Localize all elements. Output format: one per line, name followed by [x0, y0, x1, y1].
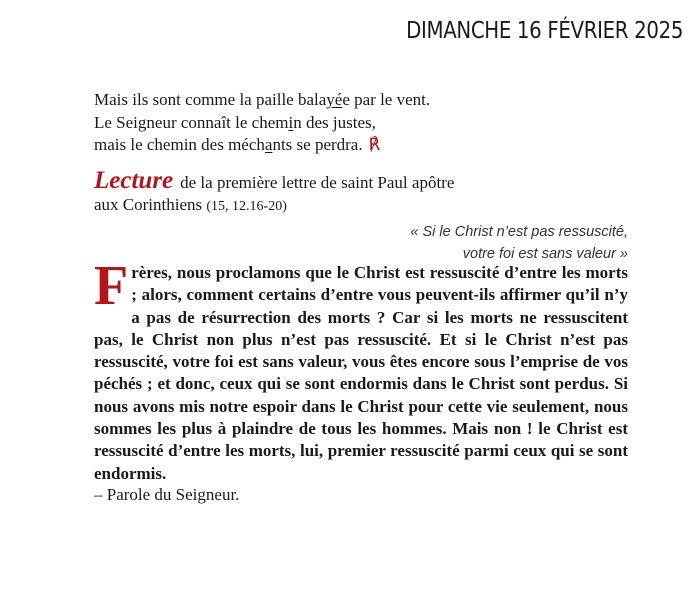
reading-source-line-2: aux Corinthiens: [94, 195, 203, 214]
reading-heading: [94, 167, 455, 218]
psalm-line-3: [94, 134, 430, 157]
drop-cap: F: [94, 255, 129, 317]
accent-mark: a: [264, 135, 273, 154]
psalm-line-3-text-end: nts se perdra.: [272, 135, 363, 154]
response-symbol: ℟: [368, 135, 381, 154]
reading-label: Lecture: [94, 167, 174, 194]
reading-body: [94, 255, 628, 485]
psalm-line-2-text: Le Seigneur connaît le chem: [94, 112, 289, 132]
psalm-line-1-text-end: e par le vent.: [342, 90, 431, 109]
reading-text: rères, nous proclamons que le Christ est ressuscité d’entre les morts ; alors, comment certains d’entre vous peuvent-ils affirmer qu’il n’y a pas de résurrection des morts ? Car si les morts ne ressuscitent pas, le Christ non plus n’est pas ressuscité. Et si le Christ n’est pas ressuscité, votre foi est sans valeur, vous êtes encore sous l’emprise de vos péchés ; et donc, ceux qui se sont endormis dans le Christ sont perdus. Si nous avons mis notre espoir dans le Christ pour cette vie seulement, nous sommes les plus à plaindre de tous les hommes. Mais non ! le Christ est ressuscité d’entre les morts, lui, premier ressuscité parmi ceux qui se sont endormis.: [94, 263, 628, 483]
psalm-line-2-text-end: n des justes,: [293, 112, 376, 132]
psalm-line-2: [94, 112, 430, 135]
psalm-line-1-text: Mais ils sont comme la paille bala: [94, 90, 327, 109]
reading-epigraph: [410, 221, 628, 265]
psalm-line-3-text: mais le chemin des méch: [94, 135, 265, 154]
reading-reference: (15, 12.16-20): [206, 199, 287, 214]
psalm-stanza: [94, 89, 430, 157]
reading-source-line-1: de la première lettre de saint Paul apôtre: [180, 173, 455, 192]
psalm-line-1: [94, 89, 430, 112]
epigraph-line-1: « Si le Christ n’est pas ressuscité,: [410, 224, 628, 240]
page-date: DIMANCHE 16 FÉVRIER 2025: [406, 18, 683, 44]
epigraph-line-2: votre foi est sans valeur »: [462, 246, 628, 262]
reading-closing: – Parole du Seigneur.: [94, 485, 240, 504]
accent-mark: yé: [326, 90, 343, 109]
accent-mark: i: [288, 112, 294, 132]
